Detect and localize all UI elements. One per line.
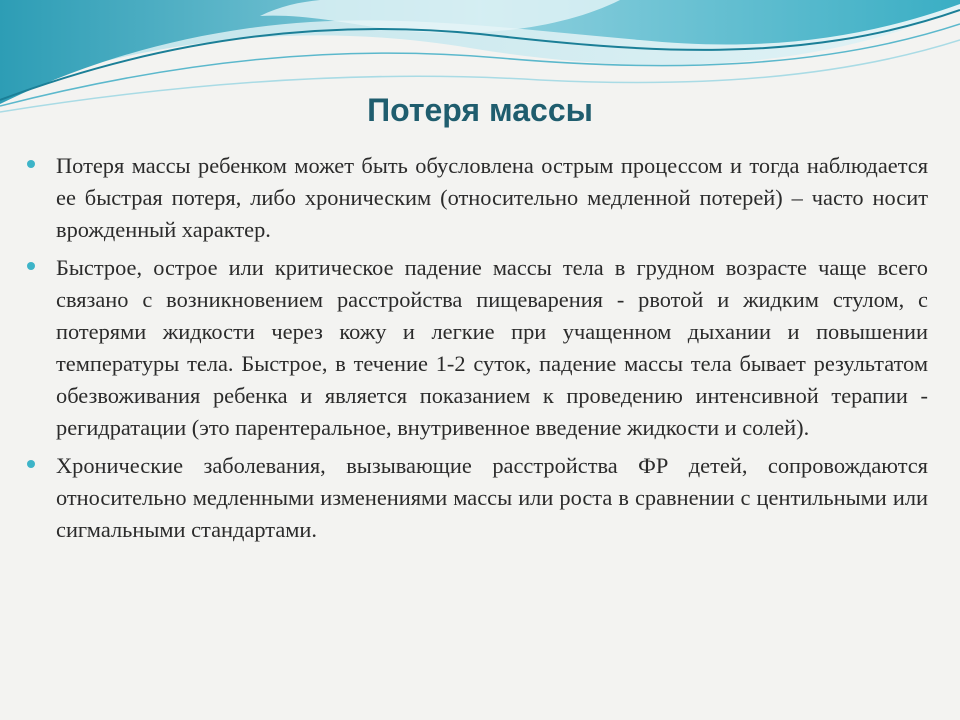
bullet-text: Потеря массы ребенком может быть обусловлена острым процессом и тогда наблюдается ее быстрая потеря, либо хроническим (относительно медленной потерей) – часто носит врожденный характер. bbox=[56, 153, 928, 242]
bullet-list bbox=[24, 150, 928, 552]
bullet-dot-icon bbox=[27, 262, 35, 270]
slide-title: Потеря массы bbox=[367, 92, 593, 128]
list-item bbox=[24, 252, 928, 444]
bullet-dot-icon bbox=[27, 460, 35, 468]
list-item bbox=[24, 150, 928, 246]
bullet-text: Хронические заболевания, вызывающие расстройства ФР детей, сопровождаются относительно медленными изменениями массы или роста в сравнении с центильными или сигмальными стандартами. bbox=[56, 453, 928, 542]
bullet-text: Быстрое, острое или критическое падение массы тела в грудном возрасте чаще всего связано с возникновением расстройства пищеварения - рвотой и жидким стулом, с потерями жидкости через кожу и легкие при учащенном дыхании и повышении температуры тела. Быстрое, в течение 1-2 суток, падение массы тела бывает результатом обезвоживания ребенка и является показанием к проведению интенсивной терапии - регидратации (это парентеральное, внутривенное введение жидкости и солей). bbox=[56, 255, 928, 440]
list-item bbox=[24, 450, 928, 546]
bullet-dot-icon bbox=[27, 160, 35, 168]
